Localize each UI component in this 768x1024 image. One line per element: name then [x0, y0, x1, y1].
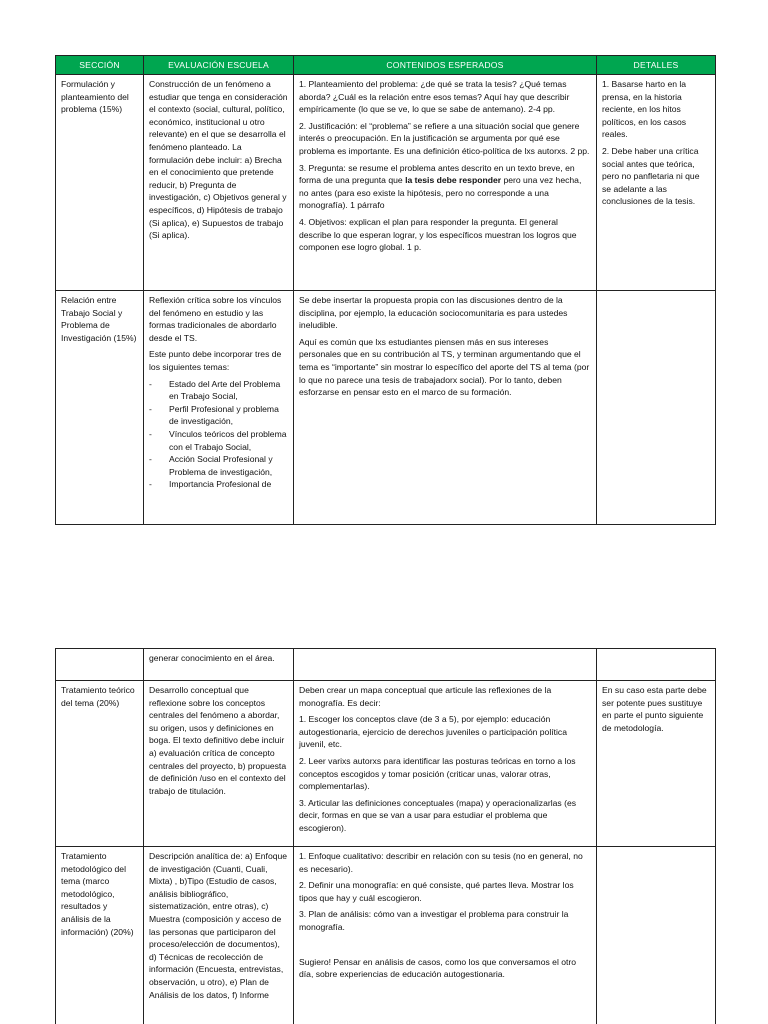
- cell-detalles: [597, 649, 716, 681]
- paragraph: Deben crear un mapa conceptual que articule las reflexiones de la monografía. Es decir:: [299, 685, 552, 708]
- evaluation-table: [55, 55, 716, 525]
- paragraph: Sugiero! Pensar en análisis de casos, como los que conversamos el otro día, sobre experiencias de educación autogestionaria.: [299, 956, 577, 980]
- paragraph: Este punto debe incorporar tres de los siguientes temas:: [149, 349, 282, 372]
- cell-contenidos: [294, 847, 597, 1024]
- text-run: pero una vez hecha, no antes (para eso existe la hipótesis, pero no corresponde a una monografía). 1 párrafo: [299, 175, 582, 211]
- topic-list: [149, 378, 288, 491]
- header-evaluacion: EVALUACIÓN ESCUELA: [144, 56, 294, 75]
- paragraph: 1. Planteamiento del problema: ¿de qué se trata la tesis? ¿Qué temas aborda? ¿Cuál es la relación entre esos temas? Aquí hay que describir empíricamente (lo que se ve, lo que se sabe de antemano). 2-4 pp.: [299, 79, 570, 115]
- header-seccion: SECCIÓN: [56, 56, 144, 75]
- bold-text: la tesis debe responder: [405, 175, 502, 186]
- paragraph: [299, 162, 591, 212]
- cell-seccion: [56, 649, 144, 681]
- cell-evaluacion: Construcción de un fenómeno a estudiar que tenga en consideración el contexto (social, cultural, político, económico, institucional u otro relevante) en el que se desarrolla el fenómeno planteado. La formulación debe incluir: a) Brecha en el conocimiento que pretende reducir, b) Pregunta de investigación, c) Objetivos general y específicos, d) Hipótesis de trabajo (Si aplica), e) Supuestos de trabajo (Si aplica).: [144, 75, 294, 291]
- paragraph: 1. Enfoque cualitativo: describir en relación con su tesis (no en general, no es necesario).: [299, 851, 583, 874]
- evaluation-table-continued: [55, 648, 716, 1024]
- list-item: - Vínculos teóricos del problema con el Trabajo Social,: [149, 428, 288, 453]
- cell-contenidos: [294, 291, 597, 525]
- header-detalles: DETALLES: [597, 56, 716, 75]
- cell-detalles: En su caso esta parte debe ser potente pues sustituye en parte el punto siguiente de metodología.: [597, 681, 716, 847]
- list-item: - Importancia Profesional de: [149, 478, 288, 491]
- paragraph: 1. Basarse harto en la prensa, en la historia reciente, en los hitos políticos, en los casos reales.: [602, 79, 687, 140]
- cell-detalles: [597, 847, 716, 1024]
- cell-seccion: Formulación y planteamiento del problema (15%): [56, 75, 144, 291]
- paragraph: 2. Leer varixs autorxs para identificar las posturas teóricas en torno a los conceptos escogidos y tomar posición (criticar unas, valorar otras, complementarlas).: [299, 755, 576, 792]
- table-row: [56, 291, 716, 525]
- cell-evaluacion: Descripción analítica de: a) Enfoque de investigación (Cuanti, Cuali, Mixta) , b)Tipo (Estudio de casos, análisis bibliográfico, sistematización, entre otras), c) Muestra (composición y acceso de las personas que participaron del proceso/elección de documentos), d) Técnicas de recolección de información (Encuesta, entrevistas, observación, u otro), e) Plan de Análisis de los datos, f) Informe: [144, 847, 294, 1024]
- paragraph: 2. Definir una monografía: en qué consiste, qué partes lleva. Mostrar los tipos que hay y cuál escogieron.: [299, 880, 574, 903]
- cell-contenidos: [294, 681, 597, 847]
- cell-seccion: Tratamiento teórico del tema (20%): [56, 681, 144, 847]
- paragraph: Aquí es común que lxs estudiantes piensen más en sus intereses personales que en su contribución al TS, y terminan argumentando que el tema es “importante” sin mostrar lo específico del aporte del TS al tema (por lo que no parece una tesis de trabajadorx social). Por lo tanto, deben esforzarse en pensar esto en el marco de su formación.: [299, 336, 590, 398]
- cell-seccion: Tratamiento metodológico del tema (marco metodológico, resultados y análisis de la información) (20%): [56, 847, 144, 1024]
- paragraph: 3. Plan de análisis: cómo van a investigar el problema para construir la monografía.: [299, 909, 569, 932]
- table-row: [56, 75, 716, 291]
- list-item: - Acción Social Profesional y Problema de investigación,: [149, 453, 288, 478]
- cell-evaluacion: [144, 291, 294, 525]
- table-row: [56, 681, 716, 847]
- document-page-2: [0, 600, 768, 1024]
- paragraph: Reflexión crítica sobre los vínculos del fenómeno en estudio y las formas tradicionales de abordarlo desde el TS.: [149, 295, 282, 343]
- table-row: [56, 847, 716, 1024]
- cell-detalles: [597, 291, 716, 525]
- list-item: - Estado del Arte del Problema en Trabajo Social,: [149, 378, 288, 403]
- text-run: 3. Pregunta: se resume el problema antes descrito en un texto breve, en forma de una pregunta que: [299, 162, 575, 186]
- list-item: - Perfil Profesional y problema de investigación,: [149, 403, 288, 428]
- header-contenidos: CONTENIDOS ESPERADOS: [294, 56, 597, 75]
- paragraph: 2. Debe haber una crítica social antes que teórica, pero no panfletaria ni que se adelante a las conclusiones de la tesis.: [602, 145, 700, 207]
- cell-contenidos: [294, 75, 597, 291]
- paragraph: 2. Justificación: el “problema” se refiere a una situación social que genere interés o preocupación. En la justificación se argumenta por qué ese problema es importante. Es una definición ético-política de lxs autorxs. 2 pp.: [299, 120, 590, 156]
- cell-evaluacion: Desarrollo conceptual que reflexione sobre los conceptos centrales del fenómeno a abordar, su origen, usos y definiciones en boga. El texto definitivo debe incluir a) evaluación crítica de concepto centrales del proyecto, b) propuesta de definición /uso en el contexto del trabajo de titulación.: [144, 681, 294, 847]
- paragraph: 4. Objetivos: explican el plan para responder la pregunta. El general describe lo que esperan lograr, y los específicos muestran los logros que componen ese logro global. 1 p.: [299, 216, 577, 253]
- paragraph: Se debe insertar la propuesta propia con las discusiones dentro de la disciplina, por ejemplo, la educación sociocomunitaria es para ustedes ineludible.: [299, 295, 568, 331]
- cell-evaluacion: generar conocimiento en el área.: [144, 649, 294, 681]
- cell-contenidos: [294, 649, 597, 681]
- paragraph: 1. Escoger los conceptos clave (de 3 a 5), por ejemplo: educación autogestionaria, ejercicio de derechos juveniles o participación política juvenil, etc.: [299, 714, 567, 750]
- table-header-row: [56, 56, 716, 75]
- table-row: [56, 649, 716, 681]
- cell-seccion: Relación entre Trabajo Social y Problema de Investigación (15%): [56, 291, 144, 525]
- paragraph: 3. Articular las definiciones conceptuales (mapa) y operacionalizarlas (es decir, formas en que se van a usar para estudiar el problema que escogieron).: [299, 797, 577, 833]
- cell-detalles: [597, 75, 716, 291]
